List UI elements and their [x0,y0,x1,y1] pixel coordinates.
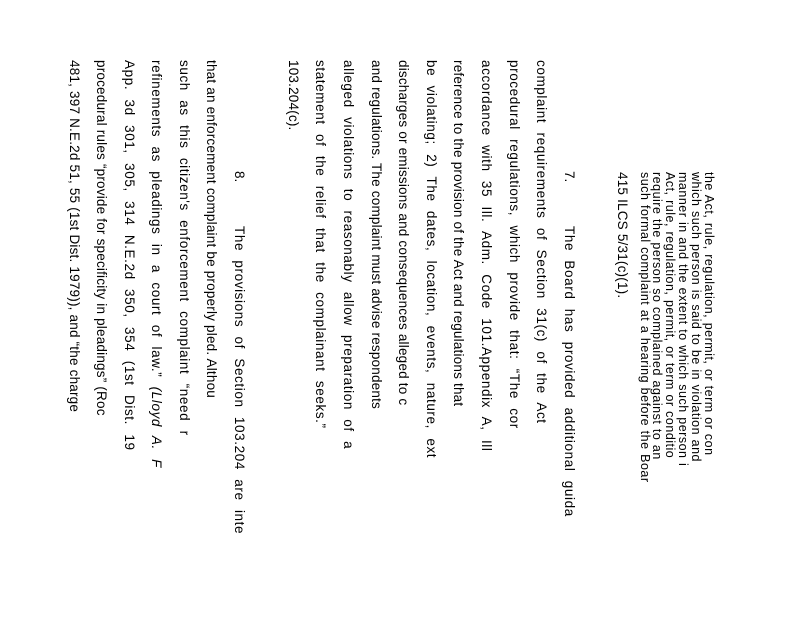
paragraph-line: procedural rules “provide for specificity in pleadings” (Roc [94,60,109,416]
statute-line: manner in and the extent to which such person i [676,172,690,467]
paragraph-line: reference to the provision of the Act and regulations that [451,60,466,407]
statute-line: such formal complaint at a hearing before the Boar [638,172,652,483]
paragraph-number: 8. [232,171,247,183]
paragraph-line: App. 3d 301, 305, 314 N.E.2d 350, 354 (1st Dist. 19 [122,60,137,451]
paragraph-line: statement of the relief that the complainant seeks.” [313,60,328,429]
statute-line: Act, rule, regulation, permit, or term or conditio [663,172,677,459]
paragraph-line: The provisions of Section 103.204 are inte [232,226,247,535]
statute-line: the Act, rule, regulation, permit, or term or con [702,172,716,456]
paragraph-line: discharges or emissions and consequences alleged to c [396,60,411,406]
paragraph-line: refinements as pleadings in a court of law.” (Lloyd A. F [149,60,164,469]
paragraph-number: 7. [562,171,577,183]
paragraph-line: accordance with 35 Ill. Adm. Code 101.Appendix A, Ill [479,60,494,452]
paragraph-line: alleged violations to reasonably allow preparation of a [341,60,356,450]
case-citation: (Lloyd A. F [149,386,164,469]
paragraph-line: be violating; 2) The dates, location, events, nature, ext [424,60,439,459]
paragraph-line: complaint requirements of Section 31(c) of the Act [534,60,549,424]
paragraph-line: 103.204(c). [286,60,301,131]
paragraph-line: The Board has provided additional guida [562,226,577,517]
paragraph-line: procedural regulations, which provide that: “The cor [507,60,522,429]
statute-line: require the person so complained against to an [650,172,664,460]
paragraph-line: that an enforcement complaint be properly pled. Althou [204,60,219,399]
paragraph-line: 481, 397 N.E.2d 51, 55 (1st Dist. 1979)), and “the charge [67,60,82,413]
statute-line: which such person is said to be in violation and [689,172,703,462]
statute-citation: 415 ILCS 5/31(c)(1). [615,172,630,299]
paragraph-line: such as this citizen's enforcement complaint “need r [177,60,192,436]
paragraph-line: and regulations. The complaint must advise respondents [369,60,384,409]
